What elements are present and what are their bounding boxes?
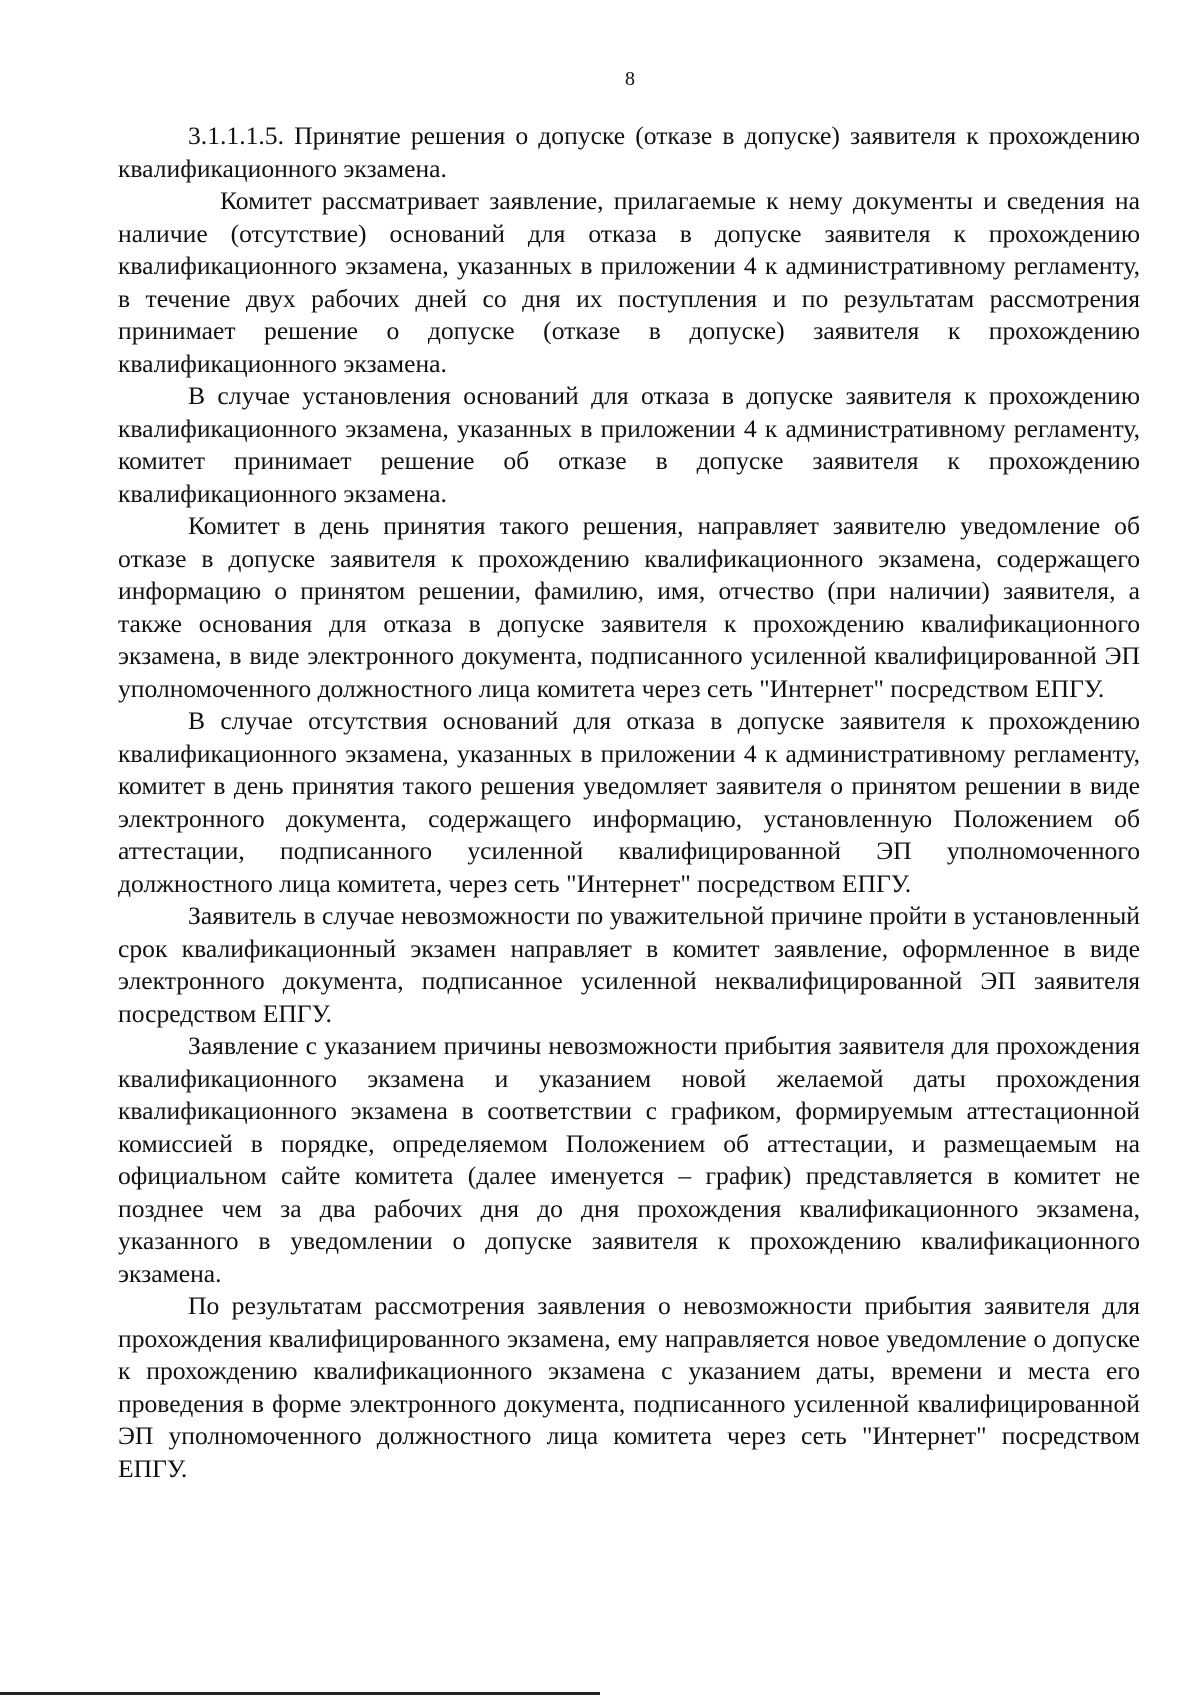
body-paragraph: По результатам рассмотрения заявления о невозможности прибытия заявителя для прохождения квалифицированного экзамена, ему направляется новое уведомление о допуске к прохождению квалификационного экзамена с указанием даты, времени и места его проведения в форме электронного документа, подписанного усиленной квалифицированной ЭП уполномоченного должностного лица комитета через сеть "Интернет" посредством ЕПГУ.: [118, 1291, 1140, 1483]
body-paragraph: Комитет рассматривает заявление, прилагаемые к нему документы и сведения на наличие (отсутствие) оснований для отказа в допуске заявителя к прохождению квалификационного экзамена, указанных в приложении 4 к административному регламенту, в течение двух рабочих дней со дня их поступления и по результатам рассмотрения принимает решение о допуске (отказе в допуске) заявителя к прохождению квалификационного экзамена.: [118, 186, 1140, 378]
document-body: [118, 120, 1140, 1485]
section-heading-paragraph: 3.1.1.1.5. Принятие решения о допуске (отказе в допуске) заявителя к прохождению квалификационного экзамена.: [118, 121, 1140, 183]
body-paragraph: Заявление с указанием причины невозможности прибытия заявителя для прохождения квалификационного экзамена и указанием новой желаемой даты прохождения квалификационного экзамена в соответствии с графиком, формируемым аттестационной комиссией в порядке, определяемом Положением об аттестации, и размещаемым на официальном сайте комитета (далее именуется – график) представляется в комитет не позднее чем за два рабочих дня до дня прохождения квалификационного экзамена, указанного в уведомлении о допуске заявителя к прохождению квалификационного экзамена.: [118, 1031, 1140, 1288]
scan-edge-divider: [0, 1692, 600, 1695]
body-paragraph: Заявитель в случае невозможности по уважительной причине пройти в установленный срок квалификационный экзамен направляет в комитет заявление, оформленное в виде электронного документа, подписанное усиленной неквалифицированной ЭП заявителя посредством ЕПГУ.: [118, 901, 1140, 1028]
body-paragraph: Комитет в день принятия такого решения, направляет заявителю уведомление об отказе в допуске заявителя к прохождению квалификационного экзамена, содержащего информацию о принятом решении, фамилию, имя, отчество (при наличии) заявителя, а также основания для отказа в допуске заявителя к прохождению квалификационного экзамена, в виде электронного документа, подписанного усиленной квалифицированной ЭП уполномоченного должностного лица комитета через сеть "Интернет" посредством ЕПГУ.: [118, 511, 1140, 703]
body-paragraph: В случае установления оснований для отказа в допуске заявителя к прохождению квалификационного экзамена, указанных в приложении 4 к административному регламенту, комитет принимает решение об отказе в допуске заявителя к прохождению квалификационного экзамена.: [118, 381, 1140, 508]
page-number: 8: [625, 68, 635, 90]
body-paragraph: В случае отсутствия оснований для отказа в допуске заявителя к прохождению квалификационного экзамена, указанных в приложении 4 к административному регламенту, комитет в день принятия такого решения уведомляет заявителя о принятом решении в виде электронного документа, содержащего информацию, установленную Положением об аттестации, подписанного усиленной квалифицированной ЭП уполномоченного должностного лица комитета, через сеть "Интернет" посредством ЕПГУ.: [118, 706, 1140, 898]
